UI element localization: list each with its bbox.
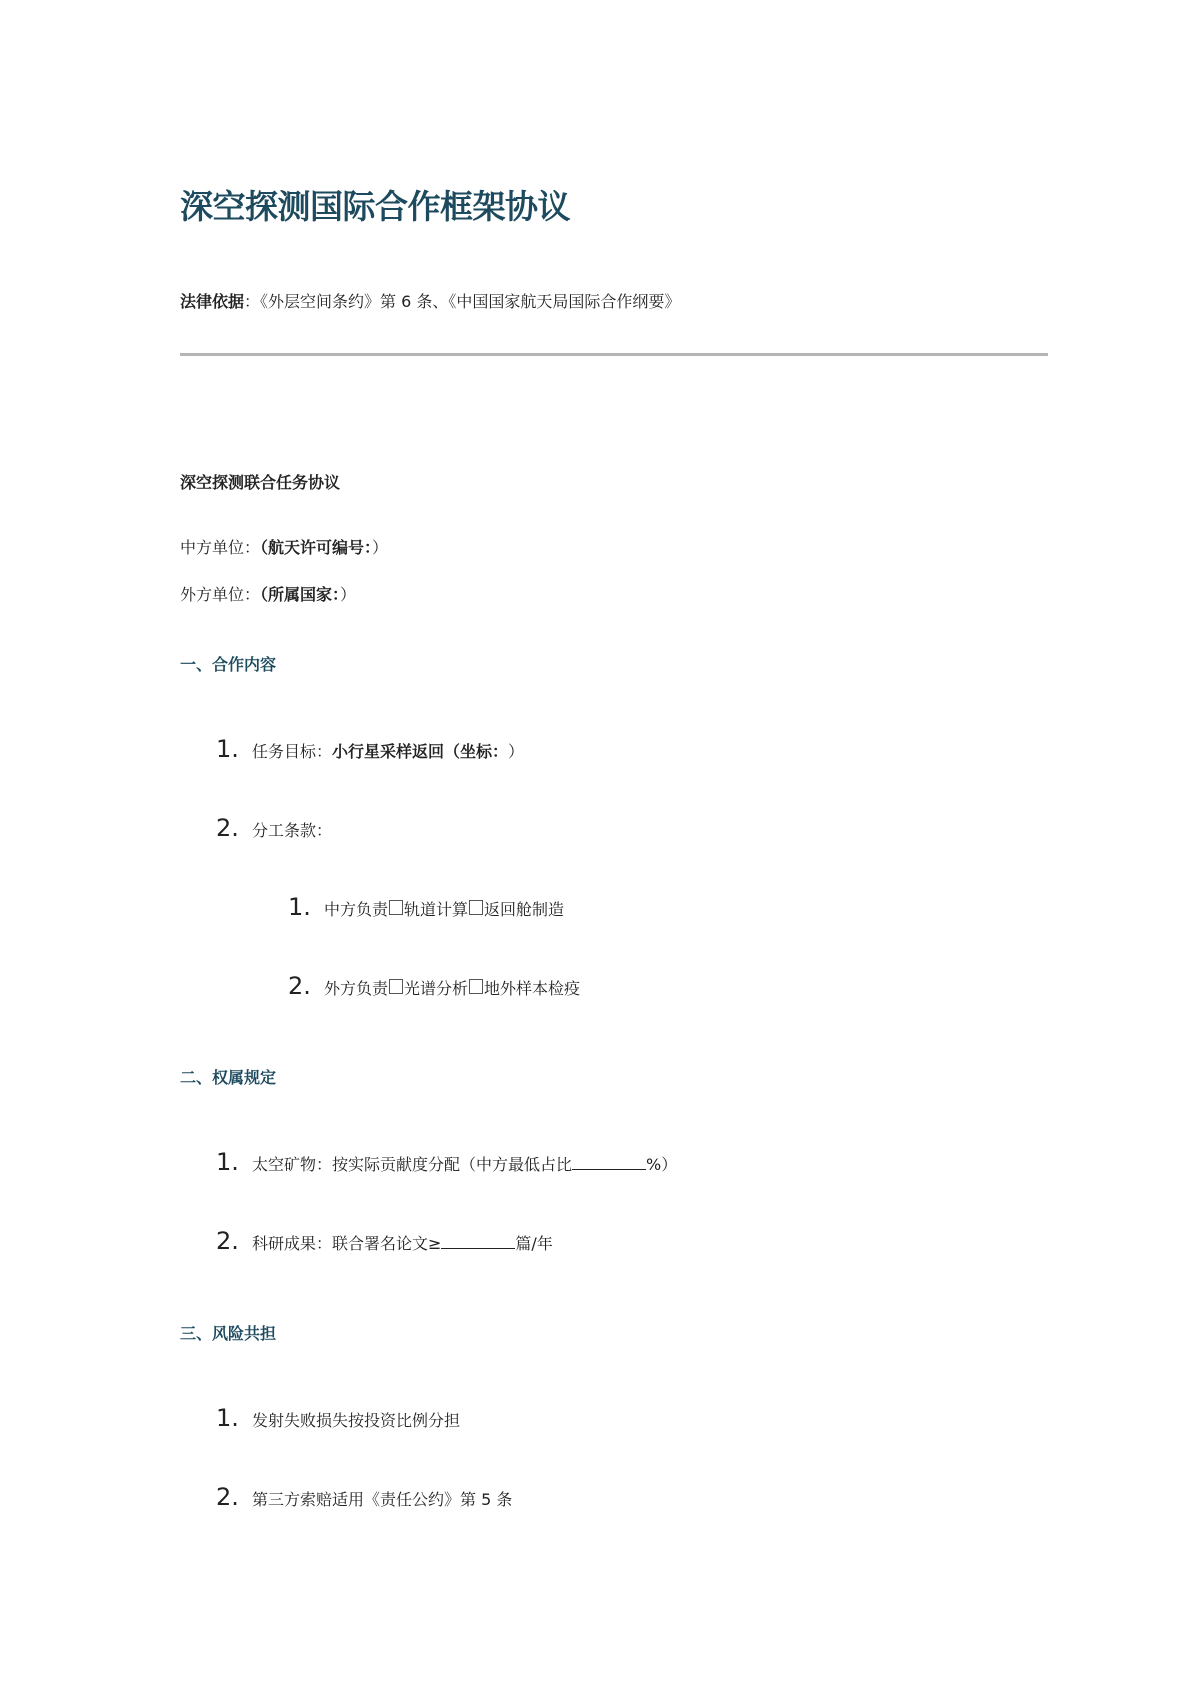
horizontal-divider: [180, 353, 1048, 356]
sub-list-item: [288, 972, 580, 1000]
foreign-party-close: ）: [340, 585, 357, 604]
legal-basis-label: 法律依据: [180, 292, 245, 311]
chinese-party-line: [180, 535, 388, 558]
sample-quarantine-checkbox[interactable]: [469, 979, 483, 994]
list-number: 1.: [216, 735, 239, 763]
item-text: 科研成果：联合署名论文≥: [252, 1234, 442, 1253]
chinese-license-label: （航天许可编号：: [260, 538, 373, 557]
section-heading-cooperation: 一、合作内容: [180, 655, 277, 674]
agreement-subtitle: 深空探测联合任务协议: [180, 473, 341, 492]
item-text: 发射失败损失按投资比例分担: [252, 1411, 461, 1430]
option-label: 返回舱制造: [484, 900, 565, 919]
legal-basis-text: ：《外层空间条约》第 6 条、《中国国家航天局国际合作纲要》: [244, 292, 681, 311]
legal-basis: [180, 289, 680, 312]
document-title: 深空探测国际合作框架协议: [180, 187, 570, 226]
spectral-analysis-checkbox[interactable]: [389, 979, 403, 994]
item-close: ）: [508, 742, 525, 761]
section-heading-risk: 三、风险共担: [180, 1324, 277, 1343]
sub-list-item: [288, 893, 564, 921]
item-label: 分工条款：: [252, 821, 333, 840]
list-item: [216, 735, 524, 763]
list-item: [216, 1148, 677, 1176]
item-text: 太空矿物：按实际贡献度分配（中方最低占比: [252, 1155, 573, 1174]
list-number: 1.: [216, 1148, 239, 1176]
item-prefix: 外方负责: [324, 979, 389, 998]
list-item: [216, 1227, 553, 1255]
list-item: [216, 1404, 460, 1432]
paper-count-blank[interactable]: [441, 1232, 515, 1249]
section-heading-ownership: 二、权属规定: [180, 1068, 277, 1087]
foreign-party-label: 外方单位：: [180, 585, 261, 604]
return-capsule-checkbox[interactable]: [469, 900, 483, 915]
chinese-party-close: ）: [372, 538, 389, 557]
list-item: [216, 814, 332, 842]
list-number: 1.: [288, 893, 311, 921]
foreign-party-line: [180, 582, 356, 605]
option-label: 轨道计算: [404, 900, 469, 919]
list-item: [216, 1483, 512, 1511]
item-suffix: %）: [646, 1155, 678, 1174]
item-text: 第三方索赔适用《责任公约》第 5 条: [252, 1490, 513, 1509]
foreign-country-label: （所属国家：: [260, 585, 341, 604]
item-prefix: 中方负责: [324, 900, 389, 919]
list-number: 2.: [288, 972, 311, 1000]
item-bold-text: 小行星采样返回（坐标：: [332, 742, 509, 761]
percentage-blank[interactable]: [572, 1153, 646, 1170]
orbit-calc-checkbox[interactable]: [389, 900, 403, 915]
option-label: 光谱分析: [404, 979, 469, 998]
list-number: 2.: [216, 1483, 239, 1511]
list-number: 1.: [216, 1404, 239, 1432]
list-number: 2.: [216, 1227, 239, 1255]
item-suffix: 篇/年: [515, 1234, 553, 1253]
item-label: 任务目标：: [252, 742, 333, 761]
option-label: 地外样本检疫: [484, 979, 581, 998]
chinese-party-label: 中方单位：: [180, 538, 261, 557]
list-number: 2.: [216, 814, 239, 842]
